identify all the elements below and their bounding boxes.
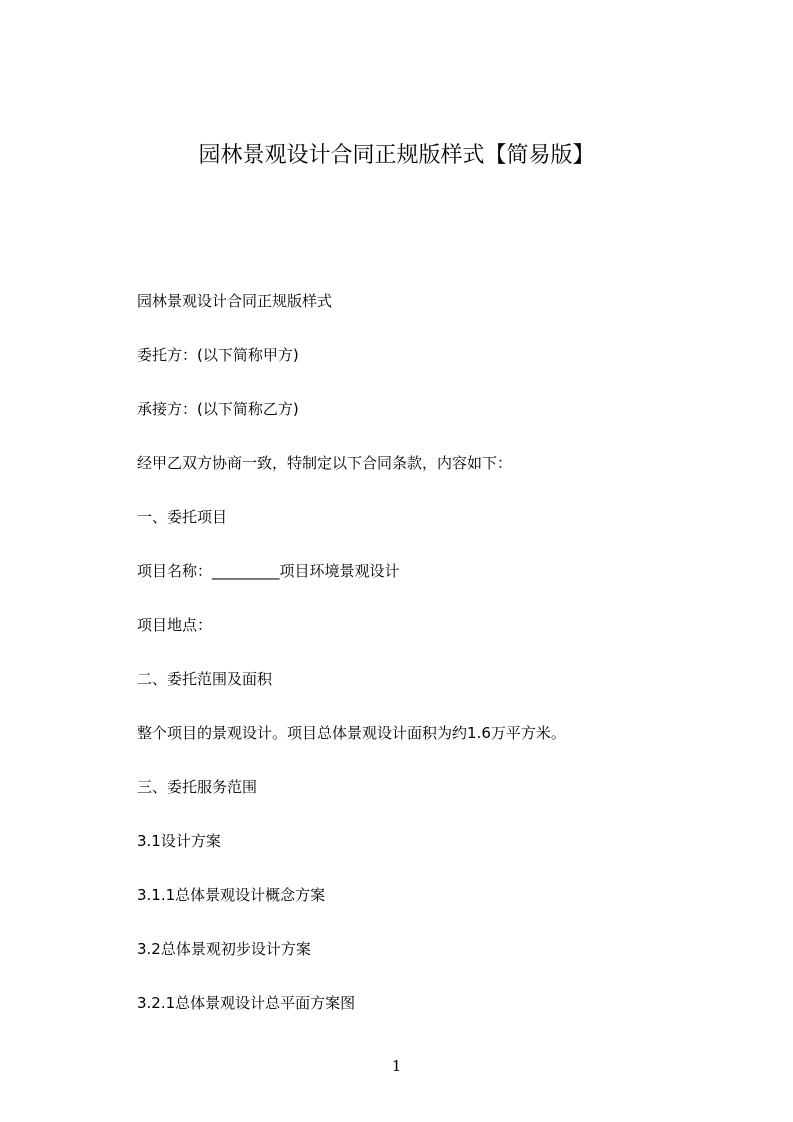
section-heading-1: 一、委托项目 (137, 508, 228, 526)
document-body (137, 286, 697, 1042)
body-line-project-location: 项目地点： (137, 616, 213, 634)
clause-3-2: 3.2总体景观初步设计方案 (137, 940, 311, 958)
page-number: 1 (391, 1057, 402, 1075)
body-line-subtitle: 园林景观设计合同正规版样式 (137, 292, 333, 310)
section-heading-2: 二、委托范围及面积 (137, 670, 273, 688)
clause-3-1: 3.1设计方案 (137, 832, 221, 850)
body-line-contractor: 承接方：(以下简称乙方) (137, 400, 299, 418)
body-line-project-name: 项目名称：_________项目环境景观设计 (137, 562, 400, 580)
clause-3-2-1: 3.2.1总体景观设计总平面方案图 (137, 994, 356, 1012)
body-line-client: 委托方：(以下简称甲方) (137, 346, 299, 364)
body-line-scope-area: 整个项目的景观设计。项目总体景观设计面积为约1.6万平方米。 (137, 724, 566, 742)
document-title: 园林景观设计合同正规版样式【简易版】 (198, 143, 595, 168)
section-heading-3: 三、委托服务范围 (137, 778, 258, 796)
body-line-preamble: 经甲乙双方协商一致，特制定以下合同条款，内容如下： (137, 454, 513, 472)
clause-3-1-1: 3.1.1总体景观设计概念方案 (137, 886, 326, 904)
